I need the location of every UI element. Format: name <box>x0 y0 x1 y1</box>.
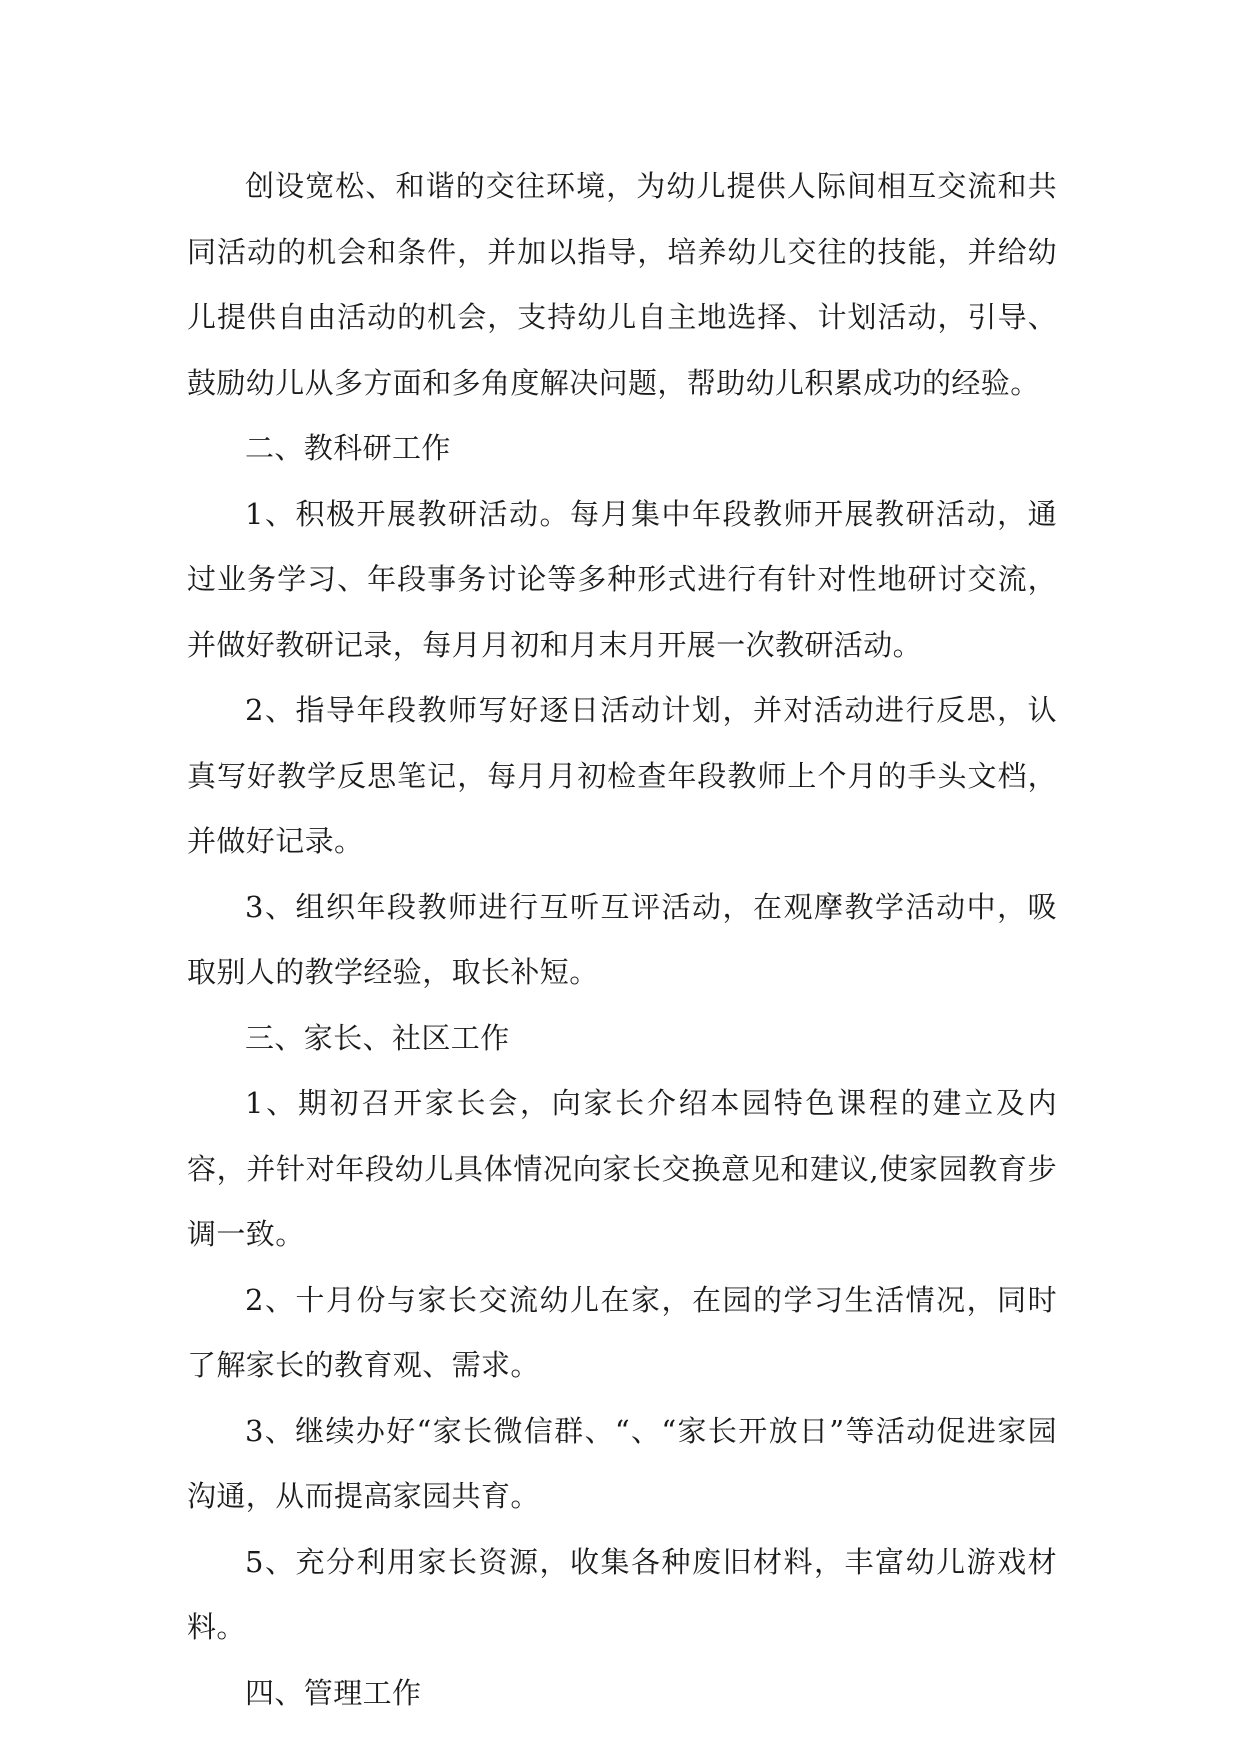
document-body <box>187 154 1057 1726</box>
paragraph-environment: 创设宽松、和谐的交往环境，为幼儿提供人际间相互交流和共同活动的机会和条件，并加以指导，培养幼儿交往的技能，并给幼儿提供自由活动的机会，支持幼儿自主地选择、计划活动，引导、鼓励幼儿从多方面和多角度解决问题，帮助幼儿积累成功的经验。 <box>187 169 1057 400</box>
paragraph-research-1: 1、积极开展教研活动。每月集中年段教师开展教研活动，通过业务学习、年段事务讨论等多种形式进行有针对性地研讨交流，并做好教研记录，每月月初和月末月开展一次教研活动。 <box>187 496 1057 662</box>
paragraph-research-3: 3、组织年段教师进行互听互评活动，在观摩教学活动中，吸取别人的教学经验，取长补短。 <box>187 889 1057 989</box>
paragraph-research-2: 2、指导年段教师写好逐日活动计划，并对活动进行反思，认真写好教学反思笔记，每月月初检查年段教师上个月的手头文档，并做好记录。 <box>187 693 1057 858</box>
heading-research-work: 二、教科研工作 <box>245 431 451 465</box>
paragraph-parents-2: 2、十月份与家长交流幼儿在家，在园的学习生活情况，同时了解家长的教育观、需求。 <box>187 1282 1057 1382</box>
paragraph-parents-5: 5、充分利用家长资源，收集各种废旧材料，丰富幼儿游戏材料。 <box>187 1544 1057 1644</box>
paragraph-parents-1: 1、期初召开家长会，向家长介绍本园特色课程的建立及内容，并针对年段幼儿具体情况向家长交换意见和建议,使家园教育步调一致。 <box>187 1086 1057 1251</box>
heading-management: 四、管理工作 <box>245 1675 422 1710</box>
heading-parents-community: 三、家长、社区工作 <box>245 1020 510 1055</box>
paragraph-parents-3: 3、继续办好“家长微信群、“、“家长开放日”等活动促进家园沟通，从而提高家园共育。 <box>187 1413 1057 1513</box>
